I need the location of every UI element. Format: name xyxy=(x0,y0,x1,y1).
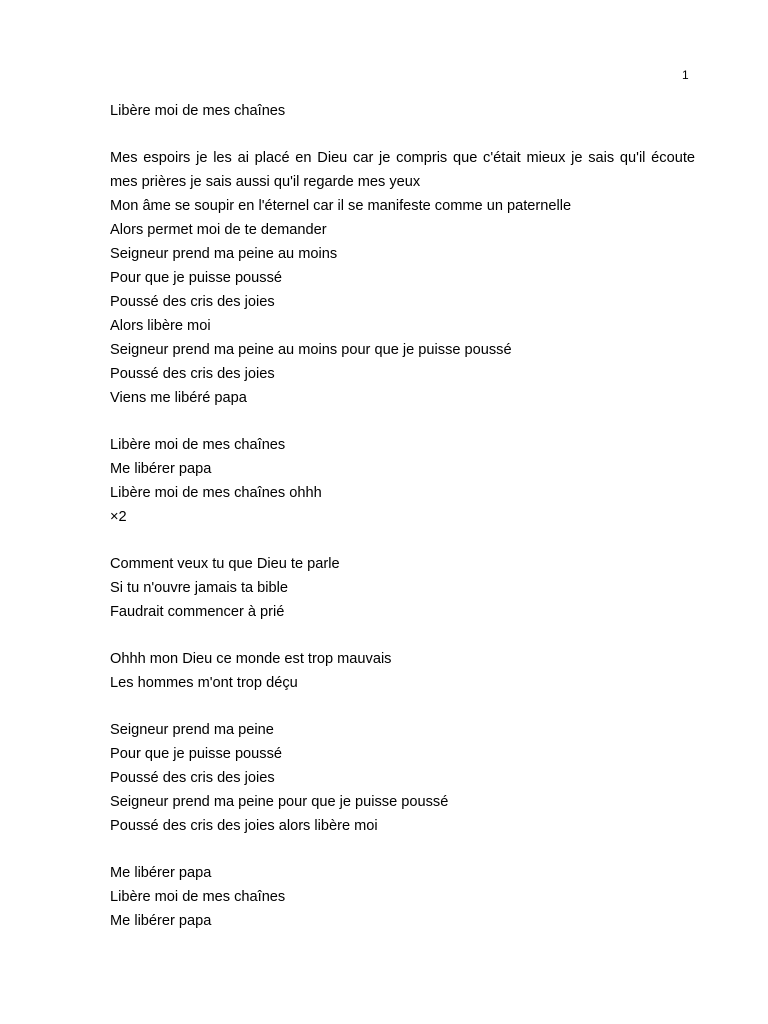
verse-line: Comment veux tu que Dieu te parle xyxy=(110,556,340,572)
outro-line: Me libérer papa xyxy=(110,865,212,881)
title-paragraph xyxy=(110,99,695,123)
outro-line: Me libérer papa xyxy=(110,913,212,929)
verse-line: Alors permet moi de te demander xyxy=(110,222,327,238)
verse-line: Alors libère moi xyxy=(110,318,211,334)
outro xyxy=(110,861,695,933)
verse-line: Pour que je puisse poussé xyxy=(110,270,282,286)
verse-line: Mon âme se soupir en l'éternel car il se manifeste comme un paternelle xyxy=(110,198,572,214)
verse-line: Seigneur prend ma peine au moins xyxy=(110,246,338,262)
verse-4 xyxy=(110,718,695,838)
document-title: Libère moi de mes chaînes xyxy=(110,103,286,119)
chorus-line: Me libérer papa xyxy=(110,461,212,477)
verse-line: Seigneur prend ma peine pour que je puisse poussé xyxy=(110,794,449,810)
verse-line: Pour que je puisse poussé xyxy=(110,746,282,762)
verse-line: Les hommes m'ont trop déçu xyxy=(110,675,298,691)
verse-1-intro: Mes espoirs je les ai placé en Dieu car je compris que c'était mieux je sais qu'il écoute mes prières je sais aussi qu'il regarde mes yeux xyxy=(110,150,695,190)
verse-line: Faudrait commencer à prié xyxy=(110,604,285,620)
chorus-line: Libère moi de mes chaînes ohhh xyxy=(110,485,322,501)
verse-line: Si tu n'ouvre jamais ta bible xyxy=(110,580,289,596)
verse-2 xyxy=(110,552,695,624)
verse-line: Poussé des cris des joies alors libère moi xyxy=(110,818,378,834)
verse-1 xyxy=(110,146,695,410)
chorus-repeat-marker: ×2 xyxy=(110,509,127,525)
chorus-line: Libère moi de mes chaînes xyxy=(110,437,286,453)
document-body xyxy=(110,99,695,956)
page-number: 1 xyxy=(682,68,689,82)
verse-line: Seigneur prend ma peine au moins pour que je puisse poussé xyxy=(110,342,512,358)
chorus xyxy=(110,433,695,529)
outro-line: Libère moi de mes chaînes xyxy=(110,889,286,905)
verse-3 xyxy=(110,647,695,695)
verse-line: Poussé des cris des joies xyxy=(110,366,275,382)
verse-line: Ohhh mon Dieu ce monde est trop mauvais xyxy=(110,651,392,667)
verse-line: Poussé des cris des joies xyxy=(110,294,275,310)
verse-line: Poussé des cris des joies xyxy=(110,770,275,786)
verse-line: Viens me libéré papa xyxy=(110,390,247,406)
verse-line: Seigneur prend ma peine xyxy=(110,722,274,738)
